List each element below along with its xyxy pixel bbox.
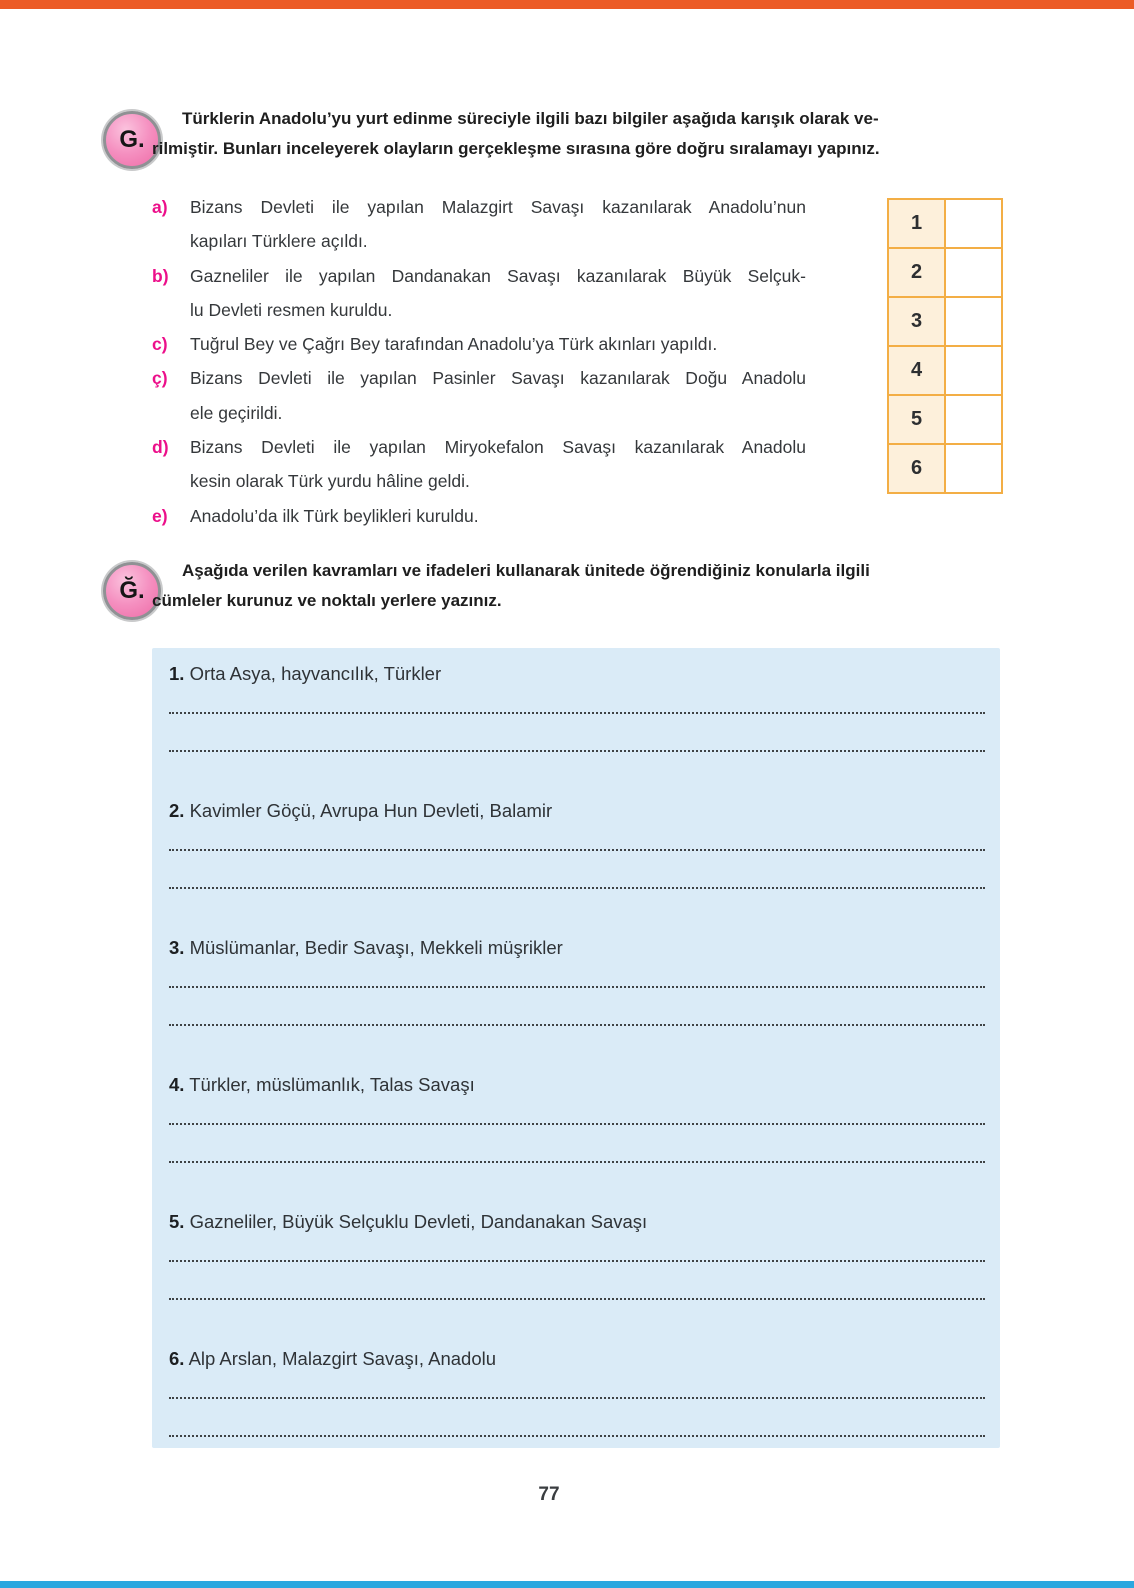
answer-blank-cell[interactable] <box>945 444 1002 493</box>
item-text-line: Tuğrul Bey ve Çağrı Bey tarafından Anadolu’ya Türk akınları yapıldı. <box>190 334 718 355</box>
concept-block-5 <box>169 1208 985 1300</box>
item-text-line: Anadolu’da ilk Türk beylikleri kuruldu. <box>190 505 479 526</box>
concept-text: Kavimler Göçü, Avrupa Hun Devleti, Balamir <box>189 800 553 821</box>
answer-dotted-line[interactable] <box>169 714 985 752</box>
section-g-breve-heading <box>152 556 1012 616</box>
concept-number: 6. <box>169 1348 185 1369</box>
ordering-answer-table <box>887 198 1003 494</box>
row-number-cell: 1 <box>888 199 945 248</box>
heading-line: Aşağıda verilen kavramları ve ifadeleri kullanarak ünitede öğrendiğiniz konularla ilgili <box>182 561 870 580</box>
answer-dotted-line[interactable] <box>169 825 985 851</box>
item-letter: b) <box>152 265 169 286</box>
answer-blank-cell[interactable] <box>945 395 1002 444</box>
concept-number: 1. <box>169 663 185 684</box>
concept-text: Alp Arslan, Malazgirt Savaşı, Anadolu <box>188 1348 497 1369</box>
answer-dotted-line[interactable] <box>169 1125 985 1163</box>
answer-blank-cell[interactable] <box>945 199 1002 248</box>
row-number-cell: 2 <box>888 248 945 297</box>
item-text-line: kesin olarak Türk yurdu hâline geldi. <box>190 471 470 492</box>
page-bottom-color-bar <box>0 1581 1134 1588</box>
table-row <box>888 444 1002 493</box>
answer-dotted-line[interactable] <box>169 988 985 1026</box>
page-top-color-bar <box>0 0 1134 9</box>
row-number-cell: 3 <box>888 297 945 346</box>
concept-prompt <box>169 1345 985 1373</box>
item-letter: ç) <box>152 368 168 389</box>
answer-blank-cell[interactable] <box>945 248 1002 297</box>
row-number-cell: 5 <box>888 395 945 444</box>
concept-number: 2. <box>169 800 185 821</box>
table-row <box>888 346 1002 395</box>
ordering-items-list <box>152 190 812 533</box>
concept-number: 5. <box>169 1211 185 1232</box>
item-text-line: Bizans Devleti ile yapılan Pasinler Savaşı kazanılarak Doğu Anadolu <box>190 368 806 389</box>
page-number: 77 <box>538 1484 560 1505</box>
concept-text: Türkler, müslümanlık, Talas Savaşı <box>189 1074 475 1095</box>
list-item-a <box>152 190 812 259</box>
answer-dotted-line[interactable] <box>169 1236 985 1262</box>
answer-dotted-line[interactable] <box>169 688 985 714</box>
answer-blank-cell[interactable] <box>945 297 1002 346</box>
answer-dotted-line[interactable] <box>169 1399 985 1437</box>
list-item-e <box>152 499 812 533</box>
concept-prompt <box>169 1071 985 1099</box>
row-number-cell: 6 <box>888 444 945 493</box>
concept-prompt <box>169 660 985 688</box>
concept-number: 3. <box>169 937 185 958</box>
answer-dotted-line[interactable] <box>169 1373 985 1399</box>
table-row <box>888 199 1002 248</box>
list-item-c <box>152 327 812 361</box>
table-row <box>888 248 1002 297</box>
answer-dotted-line[interactable] <box>169 1099 985 1125</box>
concepts-answer-box <box>152 648 1000 1448</box>
list-item-d <box>152 430 812 499</box>
concept-prompt <box>169 1208 985 1236</box>
row-number-cell: 4 <box>888 346 945 395</box>
item-text-line: kapıları Türklere açıldı. <box>190 231 368 252</box>
item-letter: a) <box>152 197 168 217</box>
concept-text: Orta Asya, hayvancılık, Türkler <box>189 663 442 684</box>
table-row <box>888 395 1002 444</box>
item-letter: d) <box>152 437 169 458</box>
concept-block-1 <box>169 660 985 752</box>
answer-blank-cell[interactable] <box>945 346 1002 395</box>
item-text-line: Bizans Devleti ile yapılan Malazgirt Savaşı kazanılarak Anadolu’nun <box>190 197 806 217</box>
section-g-breve-badge: Ğ. <box>103 562 161 620</box>
concept-prompt <box>169 934 985 962</box>
item-letter: c) <box>152 334 168 355</box>
item-text-line: Gazneliler ile yapılan Dandanakan Savaşı kazanılarak Büyük Selçuk- <box>190 265 806 286</box>
answer-dotted-line[interactable] <box>169 1262 985 1300</box>
item-text-line: lu Devleti resmen kuruldu. <box>190 299 393 320</box>
table-row <box>888 297 1002 346</box>
concept-text: Müslümanlar, Bedir Savaşı, Mekkeli müşrikler <box>189 937 563 958</box>
concept-block-3 <box>169 934 985 1026</box>
heading-line: cümleler kurunuz ve noktalı yerlere yazınız. <box>152 591 502 610</box>
section-g-badge: G. <box>103 111 161 169</box>
heading-line: Türklerin Anadolu’yu yurt edinme süreciyle ilgili bazı bilgiler aşağıda karışık olarak ve- <box>182 109 879 128</box>
list-item-b <box>152 259 812 328</box>
item-text-line: ele geçirildi. <box>190 402 283 423</box>
concept-prompt <box>169 797 985 825</box>
concept-block-4 <box>169 1071 985 1163</box>
section-g-heading <box>152 104 1012 164</box>
concept-text: Gazneliler, Büyük Selçuklu Devleti, Dandanakan Savaşı <box>189 1211 648 1232</box>
concept-block-6 <box>169 1345 985 1437</box>
concept-number: 4. <box>169 1074 185 1095</box>
item-text-line: Bizans Devleti ile yapılan Miryokefalon Savaşı kazanılarak Anadolu <box>190 437 806 458</box>
concept-block-2 <box>169 797 985 889</box>
list-item-c-cedilla <box>152 361 812 430</box>
heading-line: rilmiştir. Bunları inceleyerek olayların gerçekleşme sırasına göre doğru sıralamayı yapınız. <box>152 139 880 158</box>
item-letter: e) <box>152 505 168 526</box>
answer-dotted-line[interactable] <box>169 851 985 889</box>
answer-dotted-line[interactable] <box>169 962 985 988</box>
